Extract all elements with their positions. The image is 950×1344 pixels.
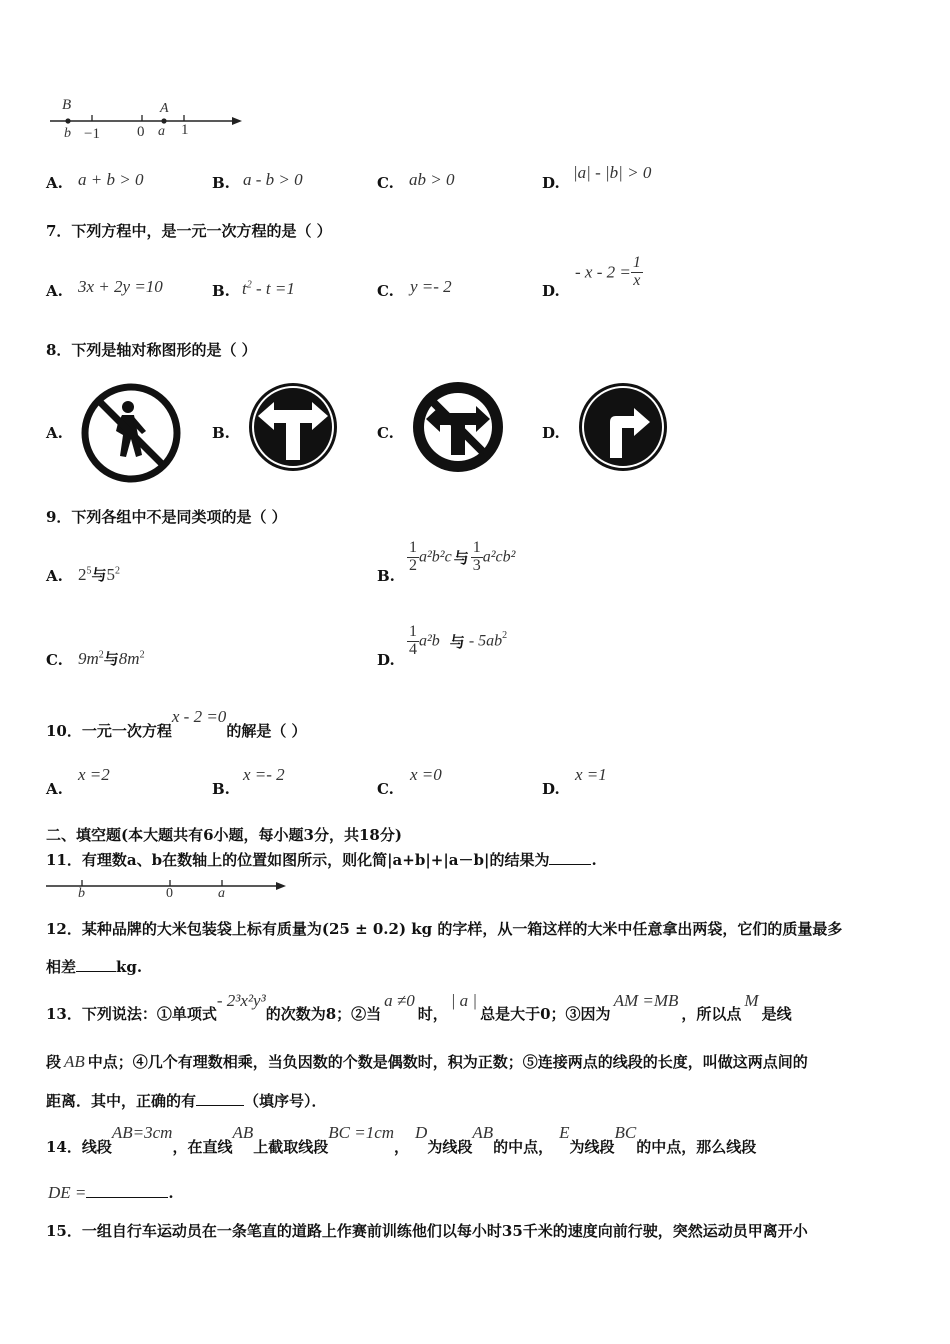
- q9-option-d-expr: $\frac{1}{4}$ a²b 与 - $5ab^2$: [409, 623, 508, 658]
- point-a-label: a: [158, 124, 165, 139]
- q9-option-b-expr: $\frac{1}{2}$ a²b²c 与 $\frac{1}{3}$ a²cb²: [409, 539, 516, 574]
- q9-option-b-label: B.: [377, 567, 395, 585]
- q6-option-b-label: B.: [212, 174, 230, 192]
- q9-option-d-label: D.: [377, 651, 395, 669]
- q6-option-c-label: C.: [377, 174, 394, 192]
- number-line-figure: [44, 98, 254, 148]
- point-b-label: b: [64, 126, 71, 141]
- q14-line1: 14．线段AB=3cm，在直线AB上截取线段BC =1cm，D为线段AB的中点，E为线段BC的中点，那么线段: [46, 1123, 757, 1156]
- no-pedestrian-sign-icon: [80, 383, 182, 483]
- q9-option-a-expr: $2^5$与$5^2$: [78, 565, 121, 584]
- q10-option-c-expr: x =0: [410, 765, 442, 784]
- q9-option-a-label: A.: [46, 567, 63, 585]
- q6-option-b-expr: a - b > 0: [243, 170, 303, 189]
- q10-option-c-label: C.: [377, 780, 394, 798]
- q7-option-c-expr: y =- 2: [410, 277, 452, 296]
- q10-option-a-label: A.: [46, 780, 63, 798]
- q13-line2: 段 AB 中点；④几个有理数相乘，当负因数的个数是偶数时，积为正数；⑤连接两点的线段的长度，叫做这两点间的: [46, 1052, 808, 1071]
- q9-option-c-expr: $9m^2$与$8m^2$: [78, 649, 145, 668]
- left-right-turn-sign-icon: [246, 380, 340, 474]
- q7-option-a-expr: 3x + 2y =10: [78, 277, 163, 296]
- q11-text: 11．有理数a、b在数轴上的位置如图所示，则化简|a+b|+|a－b|的结果为 .: [46, 851, 597, 869]
- q7-option-d-expr: - x - 2 = $\frac{1}{x}$: [575, 254, 641, 289]
- nl2-0-label: 0: [166, 886, 173, 901]
- q7-option-a-label: A.: [46, 282, 63, 300]
- q6-option-a-label: A.: [46, 174, 63, 192]
- q6-option-c-expr: ab > 0: [409, 170, 455, 189]
- q8-option-a-label: A.: [46, 424, 63, 442]
- nl2-a-label: a: [218, 886, 225, 901]
- q7-option-c-label: C.: [377, 282, 394, 300]
- q7-option-d-label: D.: [542, 282, 560, 300]
- q12-line2: 相差 kg.: [46, 958, 143, 976]
- q6-option-a-expr: a + b > 0: [78, 170, 144, 189]
- q10-stem: 10．一元一次方程x - 2 =0的解是（ ）: [46, 707, 307, 740]
- q10-option-a-expr: x =2: [78, 765, 110, 784]
- q7-option-b-label: B.: [212, 282, 230, 300]
- tick-neg1-label: −1: [84, 126, 100, 142]
- q14-line2: DE = .: [48, 1183, 174, 1202]
- q8-stem: 8．下列是轴对称图形的是（ ）: [46, 341, 257, 359]
- q13-line3: 距离．其中，正确的有 （填序号）．: [46, 1092, 327, 1110]
- q10-option-d-expr: x =1: [575, 765, 607, 784]
- tick-1-label: 1: [181, 122, 189, 138]
- q10-option-b-expr: x =- 2: [243, 765, 285, 784]
- tick-0-label: 0: [137, 124, 145, 140]
- q15-text: 15．一组自行车运动员在一条笔直的道路上作赛前训练他们以每小时35千米的速度向前行驶，突然运动员甲离开小: [46, 1222, 808, 1240]
- q8-option-b-label: B.: [212, 424, 230, 442]
- point-B-label: B: [62, 97, 72, 113]
- q6-option-d-expr: |a| - |b| > 0: [573, 163, 652, 182]
- nl2-b-label: b: [78, 886, 85, 901]
- q10-option-d-label: D.: [542, 780, 560, 798]
- q12-line1: 12．某种品牌的大米包装袋上标有质量为(25 ± 0.2) kg 的字样，从一箱这样的大米中任意拿出两袋，它们的质量最多: [46, 920, 843, 938]
- q8-option-d-label: D.: [542, 424, 560, 442]
- right-turn-sign-icon: [576, 380, 670, 474]
- q9-stem: 9．下列各组中不是同类项的是（ ）: [46, 508, 287, 526]
- q8-option-c-label: C.: [377, 424, 394, 442]
- q6-option-d-label: D.: [542, 174, 560, 192]
- q9-option-c-label: C.: [46, 651, 63, 669]
- q7-stem: 7．下列方程中，是一元一次方程的是（ ）: [46, 222, 332, 240]
- point-A-label: A: [160, 101, 169, 116]
- q7-option-b-expr: $t^2 - t =1$: [242, 279, 295, 298]
- q13-line1: 13．下列说法：①单项式- 2³x²y³的次数为8；②当a ≠0时，| a |总是大于0；③因为AM =MB，所以点M是线: [46, 991, 792, 1023]
- no-left-right-turn-sign-icon: [410, 379, 506, 475]
- q10-option-b-label: B.: [212, 780, 230, 798]
- section-title: 二、填空题(本大题共有6小题，每小题3分，共18分): [46, 826, 402, 844]
